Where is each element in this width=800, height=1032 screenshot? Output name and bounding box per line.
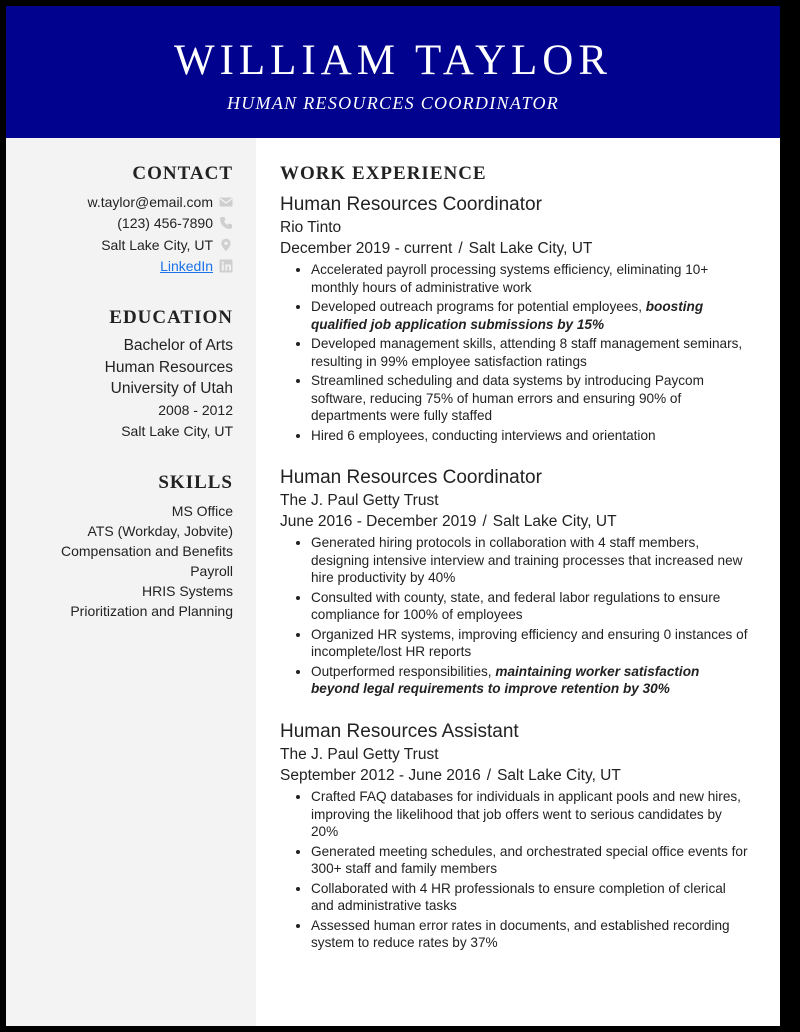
job-dates: September 2012 - June 2016 xyxy=(280,767,481,784)
bullet-text: Crafted FAQ databases for individuals in applicant pools and new hires, improving the likelihood that job offers went to serious candidates by 20% xyxy=(311,789,741,839)
job-bullets xyxy=(280,788,750,952)
job-location: Salt Lake City, UT xyxy=(468,240,593,257)
job-role: Human Resources Coordinator xyxy=(280,467,542,488)
bullet-text: Generated hiring protocols in collaboration with 4 staff members, designing intensive interview and training processes that increased new hire productivity by 40% xyxy=(311,535,743,585)
education-degree: Bachelor of Arts xyxy=(123,337,233,354)
contact-phone xyxy=(6,213,233,235)
bullet-text: Developed management skills, attending 8 staff management seminars, resulting in 99% employee satisfaction ratings xyxy=(311,336,743,369)
list-item xyxy=(311,788,750,841)
education-field: Human Resources xyxy=(104,358,233,376)
skill-item: ATS (Workday, Jobvite) xyxy=(87,523,233,539)
bullet-text: Developed outreach programs for potential employees, xyxy=(311,299,646,314)
bullet-emphasis: boosting qualified job application submissions by 15% xyxy=(311,299,704,332)
job-company: Rio Tinto xyxy=(280,219,342,236)
envelope-icon xyxy=(219,195,233,209)
skill-item: MS Office xyxy=(171,503,233,519)
bullet-text: Consulted with county, state, and federal labor regulations to ensure compliance for 100% of employees xyxy=(311,589,721,622)
skill-item: Prioritization and Planning xyxy=(70,603,233,619)
bullet-text: Assessed human error rates in documents, and established recording system to reduce rates by 37% xyxy=(311,917,730,950)
job-entry xyxy=(280,466,750,700)
job-dates-line xyxy=(280,765,750,786)
education-location: Salt Lake City, UT xyxy=(121,423,233,439)
email-text: w.taylor@email.com xyxy=(87,193,213,210)
job-location: Salt Lake City, UT xyxy=(497,767,621,784)
resume-header xyxy=(6,6,780,138)
bullet-text: Organized HR systems, improving efficiency and ensuring 0 instances of incomplete/lost HR reports xyxy=(311,626,748,659)
bullet-text: Collaborated with 4 HR professionals to ensure completion of clerical and administrative tasks xyxy=(311,880,726,913)
list-item xyxy=(311,880,750,915)
job-separator: / xyxy=(482,513,487,530)
contact-linkedin[interactable] xyxy=(6,256,233,278)
education-heading: EDUCATION xyxy=(109,307,233,328)
job-dates-line xyxy=(280,511,750,532)
education-section xyxy=(6,306,233,443)
list-item xyxy=(311,917,750,952)
skill-item: HRIS Systems xyxy=(141,583,233,599)
list-item xyxy=(311,427,750,445)
job-dates-line xyxy=(280,238,750,259)
contact-location xyxy=(6,234,233,256)
resume-page xyxy=(6,6,780,1026)
bullet-text: Generated meeting schedules, and orchestrated special office events for 300+ staff and family members xyxy=(311,843,748,876)
phone-text: (123) 456-7890 xyxy=(117,215,213,232)
experience-heading: WORK EXPERIENCE xyxy=(280,163,487,184)
candidate-name: WILLIAM TAYLOR xyxy=(174,37,612,84)
job-dates: December 2019 - current xyxy=(280,240,453,257)
bullet-text: Accelerated payroll processing systems efficiency, eliminating 10+ monthly hours of administrative work xyxy=(311,262,709,295)
linkedin-link[interactable]: LinkedIn xyxy=(160,258,213,275)
bullet-text: Streamlined scheduling and data systems by introducing Paycom software, reducing 75% of human errors and ensuring 90% of departments were fully staffed xyxy=(311,373,704,423)
job-location: Salt Lake City, UT xyxy=(492,513,617,530)
job-dates: June 2016 - December 2019 xyxy=(280,513,477,530)
skills-section xyxy=(6,471,233,621)
list-item xyxy=(311,335,750,370)
job-role: Human Resources Coordinator xyxy=(280,194,542,215)
list-item xyxy=(311,589,750,624)
education-school: University of Utah xyxy=(110,380,233,397)
bullet-text: Hired 6 employees, conducting interviews and orientation xyxy=(311,427,656,443)
job-bullets xyxy=(280,261,750,444)
job-company: The J. Paul Getty Trust xyxy=(280,746,439,763)
sidebar xyxy=(6,138,256,1026)
contact-heading: CONTACT xyxy=(132,163,233,184)
linkedin-icon xyxy=(219,259,233,273)
education-years: 2008 - 2012 xyxy=(158,401,233,418)
job-separator: / xyxy=(486,767,492,784)
bullet-text: Outperformed responsibilities, xyxy=(311,663,496,679)
job-separator: / xyxy=(458,240,463,257)
skills-heading: SKILLS xyxy=(158,472,233,493)
phone-icon xyxy=(219,216,233,230)
list-item xyxy=(311,261,750,296)
list-item xyxy=(311,534,750,587)
list-item xyxy=(311,663,750,698)
job-entry xyxy=(280,193,750,446)
skill-item: Payroll xyxy=(190,563,233,579)
bullet-emphasis: maintaining worker satisfaction beyond legal requirements to improve retention by 30% xyxy=(311,663,700,696)
list-item xyxy=(311,843,750,878)
list-item xyxy=(311,372,750,425)
job-role: Human Resources Assistant xyxy=(280,721,519,742)
location-text: Salt Lake City, UT xyxy=(101,236,213,253)
job-company: The J. Paul Getty Trust xyxy=(280,492,439,509)
map-pin-icon xyxy=(219,238,233,252)
job-entry xyxy=(280,720,750,954)
job-bullets xyxy=(280,534,750,698)
skill-item: Compensation and Benefits xyxy=(61,543,233,559)
contact-section xyxy=(6,162,233,277)
list-item xyxy=(311,298,750,333)
candidate-title: HUMAN RESOURCES COORDINATOR xyxy=(226,93,560,113)
contact-email xyxy=(6,191,233,213)
list-item xyxy=(311,626,750,661)
